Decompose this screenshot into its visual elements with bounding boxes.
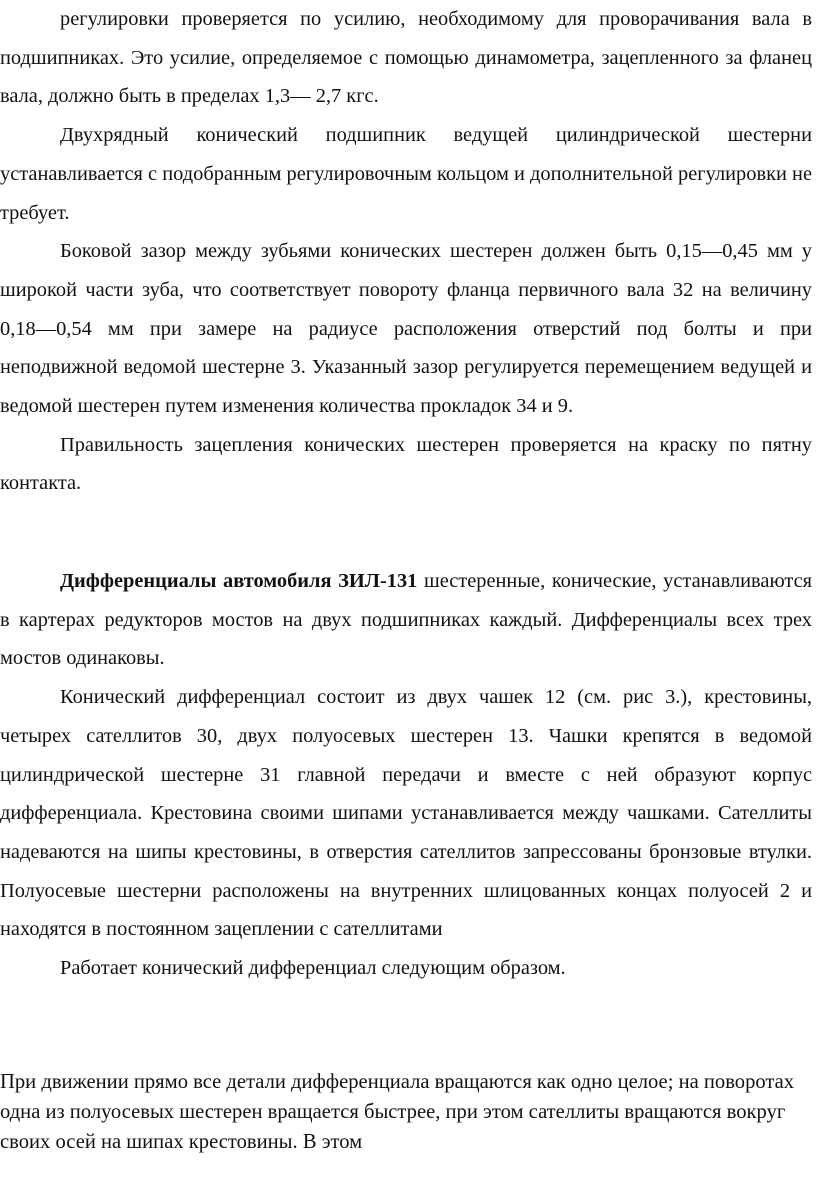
paragraph-bearing-force: регулировки проверяется по усилию, необходимому для проворачивания вала в подшипниках. Это усилие, определяемое с помощью динамометра, зацепленного за фланец вала, должно быть в пределах 1,3— 2,7 кгс. [0, 8, 812, 108]
paragraph-operation-lead: Работает конический дифференциал следующим образом. [60, 957, 566, 980]
paragraph-differential-structure: Конический дифференциал состоит из двух чашек 12 (см. рис 3.), крестовины, четырех сателлитов 30, двух полуосевых шестерен 13. Чашки крепятся в ведомой цилиндрической шестерне 31 главной передачи и вместе с ней образуют корпус дифференциала. Крестовина своими шипами устанавливается между чашками. Сателлиты надеваются на шипы крестовины, в отверстия сателлитов запрессованы бронзовые втулки. Полуосевые шестерни расположены на внутренних шлицованных концах полуосей 2 и находятся в постоянном зацеплении с сателлитами [0, 686, 812, 941]
paragraph-operation: При движении прямо все детали дифференциала вращаются как одно целое; на поворотах одна из полуосевых шестерен вращается быстрее, при этом сателлиты вращаются вокруг своих осей на шипах крестовины. В этом [0, 1071, 795, 1153]
section-differentials [0, 562, 812, 988]
section-gear-adjustment [0, 0, 812, 503]
differentials-heading: Дифференциалы автомобиля ЗИЛ-131 [60, 570, 418, 592]
paragraph-backlash: Боковой зазор между зубьями конических шестерен должен быть 0,15—0,45 мм у широкой части зуба, что соответствует повороту фланца первичного вала 32 на величину 0,18—0,54 мм при замере на радиусе расположения отверстий под болты и при неподвижной ведомой шестерне 3. Указанный зазор регулируется перемещением ведущей и ведомой шестерен путем изменения количества прокладок 34 и 9. [0, 240, 812, 418]
section-operation [0, 1067, 812, 1157]
differentials-intro-text: шестеренные, конические, устанавливаются в картерах редукторов мостов на двух подшипниках каждый. Дифференциалы всех трех мостов одинаковы. [0, 570, 812, 670]
paragraph-contact-patch: Правильность зацепления конических шестерен проверяется на краску по пятну контакта. [0, 433, 812, 495]
paragraph-double-row-bearing: Двухрядный конический подшипник ведущей цилиндрической шестерни устанавливается с подобранным регулировочным кольцом и дополнительной регулировки не требует. [0, 124, 812, 224]
paragraph-differentials-intro [0, 562, 812, 678]
